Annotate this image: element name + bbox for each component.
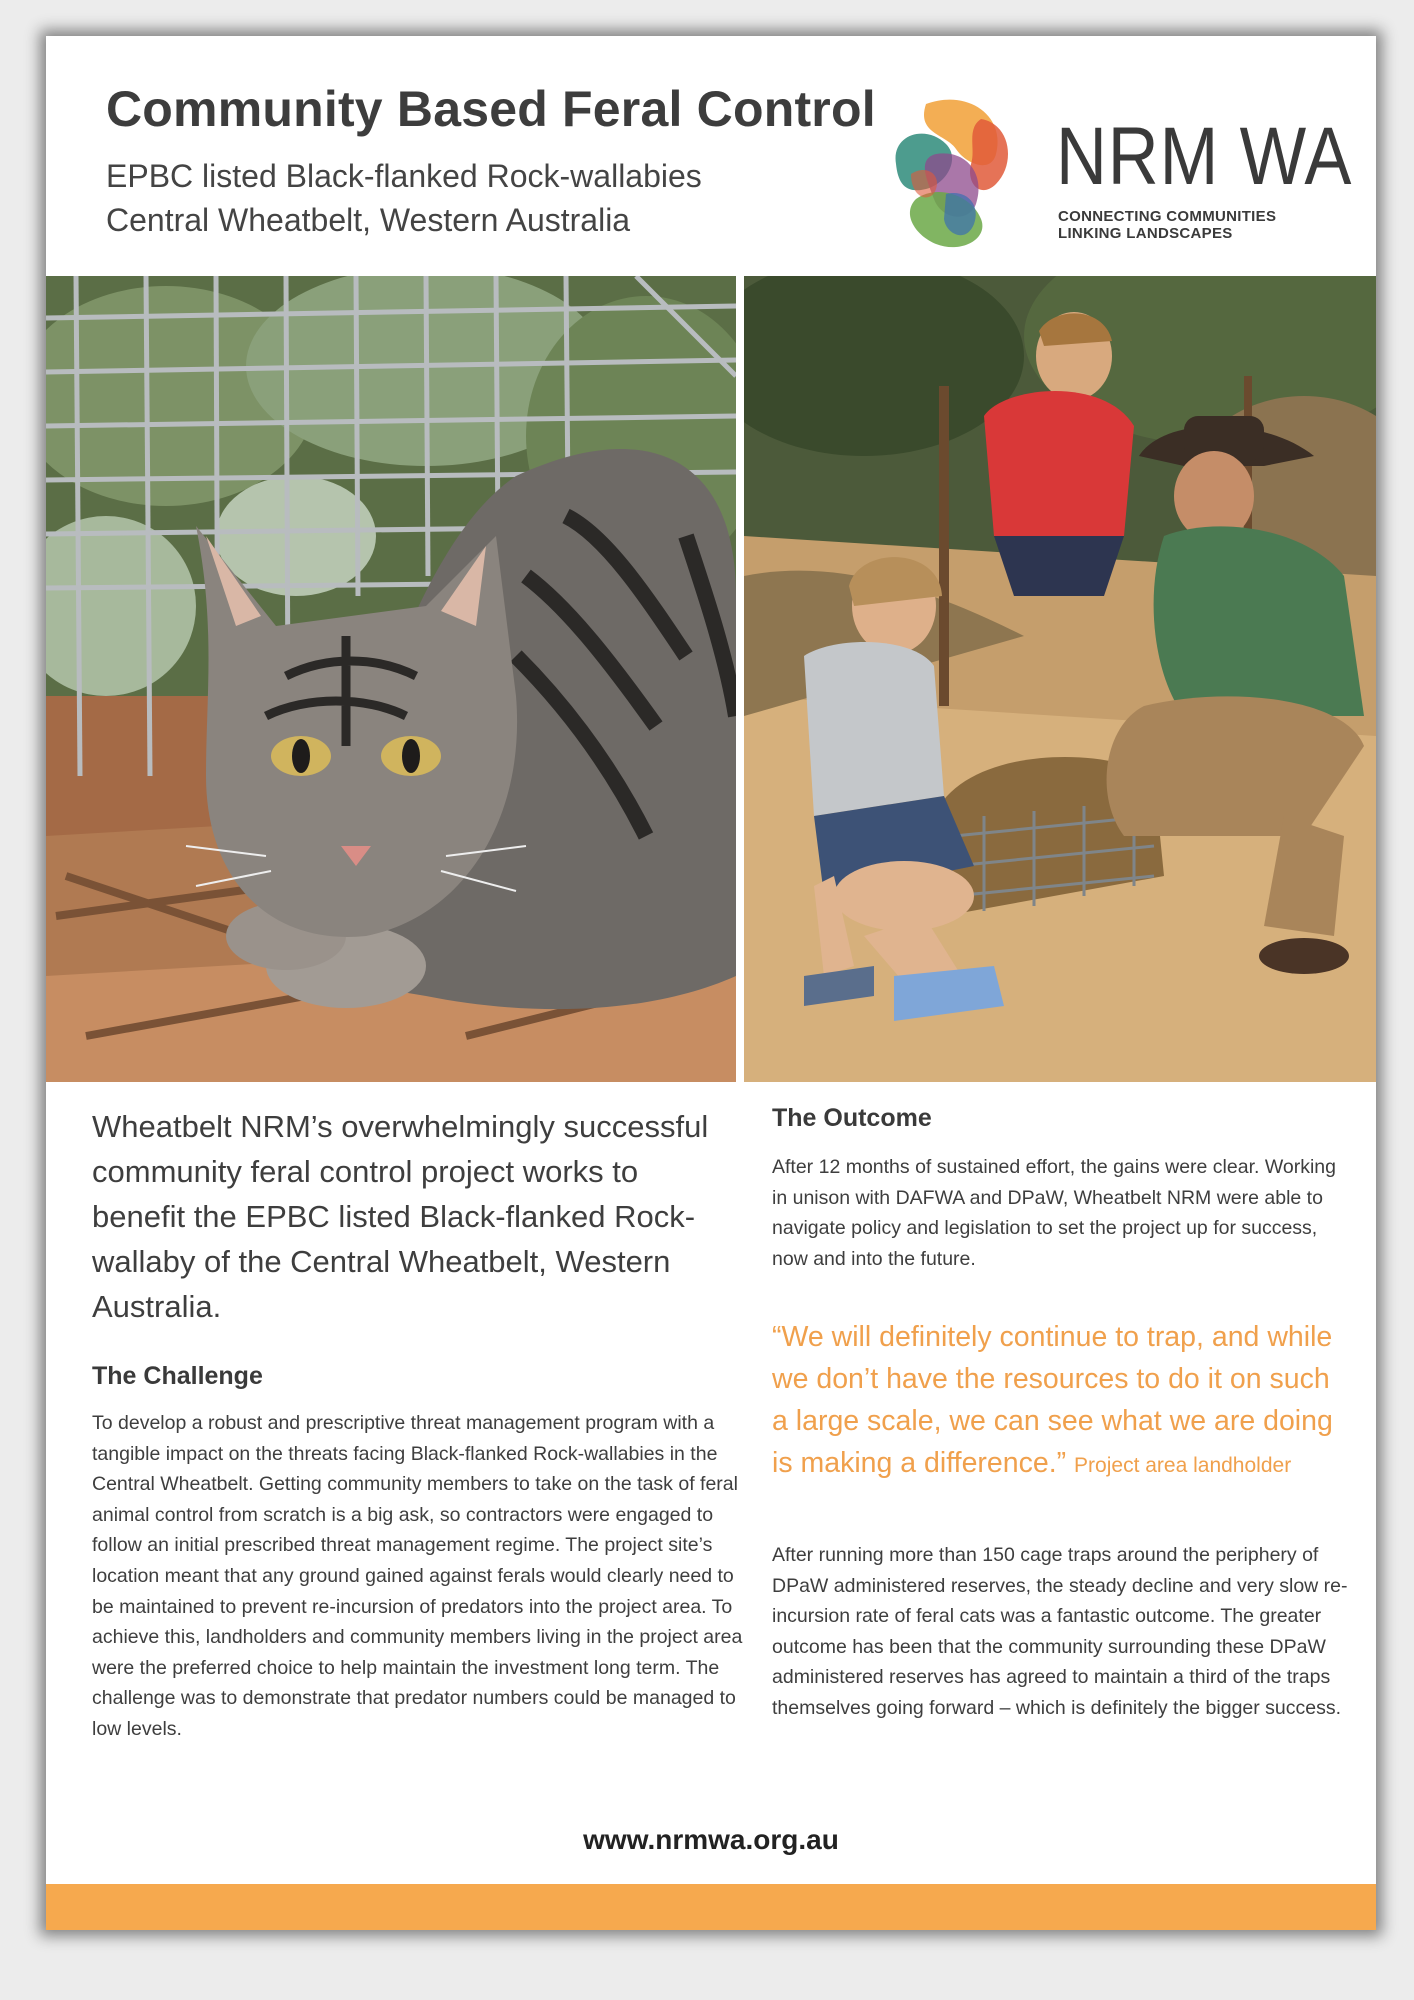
subtitle-line: Central Wheatbelt, Western Australia [106,202,631,238]
logo-wordmark: NRM WA [1056,111,1353,202]
document-page [46,36,1376,1930]
outcome-heading: The Outcome [772,1104,932,1132]
children-and-man-with-cage-trap-photo [744,276,1376,1082]
landholder-quote [772,1316,1352,1487]
footer-accent-bar [46,1884,1376,1930]
logo-tagline-line: LINKING LANDSCAPES [1058,225,1233,242]
lead-paragraph: Wheatbelt NRM’s overwhelmingly successful community feral control project works to benefit the EPBC listed Black-flanked Rock-wallaby of the Central Wheatbelt, Western Australia. [92,1109,709,1324]
website-link[interactable]: www.nrmwa.org.au [583,1824,839,1855]
logo-tagline-line: CONNECTING COMMUNITIES [1058,208,1277,225]
challenge-paragraph: To develop a robust and prescriptive threat management program with a tangible impact on the threats facing Black-flanked Rock-wallabies in the Central Wheatbelt. Getting community members to take on the task of feral animal control from scratch is a big ask, so contractors were engaged to follow an initial prescribed threat management regime. The project site’s location meant that any ground gained against ferals would clearly need to be maintained to prevent re-incursion of predators into the project area. To achieve this, landholders and community members living in the project area were the preferred choice to help maintain the investment long term. The challenge was to demonstrate that predator numbers could be managed to low levels. [92,1412,743,1740]
challenge-heading: The Challenge [92,1362,263,1390]
quote-text: “We will definitely continue to trap, and while we don’t have the resources to do it on such a large scale, we can see what we are doing is making a difference.” [772,1321,1333,1479]
subtitle-line: EPBC listed Black-flanked Rock-wallabies [106,158,702,194]
nrm-wa-logo-mark [886,94,1016,254]
quote-attribution: Project area landholder [1074,1454,1292,1477]
logo-tagline [1058,208,1276,242]
page-subtitle [106,154,702,242]
page-title: Community Based Feral Control [106,81,876,137]
cat-in-cage-trap-photo [46,276,736,1082]
outcome-paragraph-1: After 12 months of sustained effort, the gains were clear. Working in unison with DAFWA and DPaW, Wheatbelt NRM were able to navigate policy and legislation to set the project up for success, now and into the future. [772,1156,1336,1270]
outcome-paragraph-2: After running more than 150 cage traps around the periphery of DPaW administered reserves, the steady decline and very slow re-incursion rate of feral cats was a fantastic outcome. The greater outcome has been that the community surrounding these DPaW administered reserves has agreed to maintain a third of the traps themselves going forward – which is definitely the bigger success. [772,1544,1348,1719]
